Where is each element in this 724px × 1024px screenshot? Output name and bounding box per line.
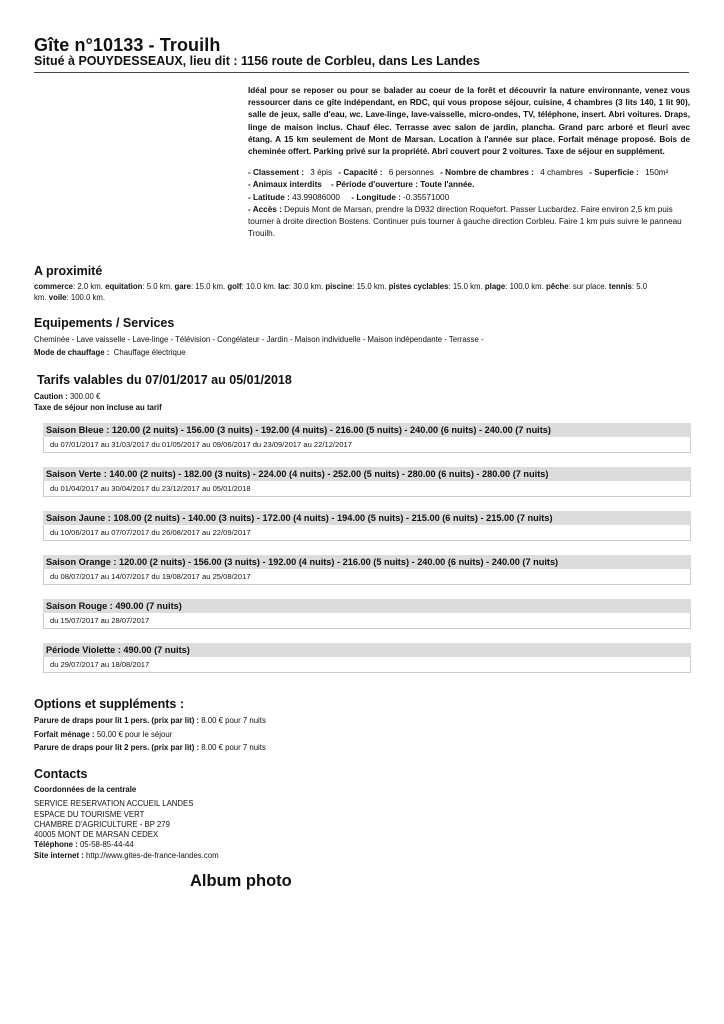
classement-label: - Classement : — [248, 168, 304, 178]
option-label: Parure de draps pour lit 1 pers. (prix par lit) : — [34, 716, 200, 725]
animaux-text: - Animaux interdits — [248, 180, 322, 190]
caution-block — [34, 391, 162, 413]
latitude-value: 43.99086000 — [292, 192, 340, 202]
website-label: Site internet : — [34, 850, 84, 860]
season-dates: du 15/07/2017 au 28/07/2017 — [43, 613, 691, 629]
chauffage-label: Mode de chauffage : — [34, 348, 110, 357]
option-unit: pour le séjour — [125, 730, 173, 739]
contact-line: SERVICE RESERVATION ACCUEIL LANDES — [34, 799, 194, 809]
season-dates: du 07/01/2017 au 31/03/2017 du 01/05/2017 au 09/06/2017 du 23/09/2017 au 22/12/2017 — [43, 437, 691, 453]
page-subtitle: Situé à POUYDESSEAUX, lieu dit : 1156 route de Corbleu, dans Les Landes — [34, 54, 480, 68]
website-line — [34, 851, 219, 861]
properties-block — [248, 167, 690, 240]
description-block — [248, 85, 690, 240]
option-row — [34, 715, 266, 726]
proximite-title: A proximité — [34, 264, 103, 278]
season-head: Saison Orange : 120.00 (2 nuits) - 156.00 (3 nuits) - 192.00 (4 nuits) - 216.00 (5 nuits) - 240.00 (6 nuits) - 240.00 (7 nuits) — [43, 555, 691, 569]
longitude-value: -0.35571000 — [403, 192, 450, 202]
acces-label: - Accès : — [248, 204, 282, 214]
option-label: Parure de draps pour lit 2 pers. (prix par lit) : — [34, 743, 200, 752]
page-title: Gîte n°10133 - Trouilh — [34, 35, 221, 55]
season-orange — [43, 555, 691, 585]
proximite-item: commerce: 2.0 km. — [34, 282, 103, 291]
contact-line: 40005 MONT DE MARSAN CEDEX — [34, 830, 159, 840]
description-text: Idéal pour se reposer ou pour se balader au coeur de la forêt et découvrir la nature environnante, venez vous ressourcer dans ce gîte indépendant, en RDC, qui vous propose séjour, cuisine, 4 chambres (3 lits 140, 1 lit 90), salle de jeux, salle d'eau, wc. Lave-linge, lave-vaisselle, micro-ondes, TV, téléphone, insert. Abri voitures. Draps, linge de maison inclus. Chauf élec. Terrasse avec salon de jardin, plancha. Grand parc arboré et fleuri avec étang. A 15 km seulement de Mont de Marsan. Location à l'année sur place. Forfait ménage proposé. Bois de cheminée offert. Parking privé sur la propriété. Abri couvert pour 2 voitures. Taxe de séjour en supplément. — [248, 86, 690, 157]
chauffage-line — [34, 347, 654, 358]
chambres-label: - Nombre de chambres : — [440, 168, 534, 178]
properties-line-1 — [248, 167, 690, 179]
option-unit: pour 7 nuits — [225, 743, 266, 752]
proximite-list — [34, 281, 654, 303]
proximite-item: pêche: sur place. — [546, 282, 607, 291]
contacts-subtitle: Coordonnées de la centrale — [34, 785, 137, 794]
proximite-item: lac: 30.0 km. — [278, 282, 324, 291]
taxe-note: Taxe de séjour non incluse au tarif — [34, 403, 162, 412]
proximite-item: plage: 100.0 km. — [484, 282, 544, 291]
properties-line-4 — [248, 204, 690, 241]
season-verte — [43, 467, 691, 497]
equipements-list: Cheminée - Lave vaisselle - Lave-linge - Télévision - Congélateur - Jardin - Maison individuelle - Maison indépendante - Terrasse - — [34, 335, 484, 344]
season-dates: du 29/07/2017 au 18/08/2017 — [43, 657, 691, 673]
proximite-item: tennis: 5.0 km. — [34, 282, 648, 302]
season-head: Saison Rouge : 490.00 (7 nuits) — [43, 599, 691, 613]
option-row — [34, 729, 172, 740]
telephone-value: 05-58-85-44-44 — [79, 840, 134, 850]
superficie-label: - Superficie : — [589, 168, 639, 178]
album-title: Album photo — [190, 872, 292, 890]
proximite-item: piscine: 15.0 km. — [325, 282, 387, 291]
chambres-value: 4 chambres — [540, 168, 583, 178]
capacite-value: 6 personnes — [388, 168, 434, 178]
season-head: Saison Jaune : 108.00 (2 nuits) - 140.00 (3 nuits) - 172.00 (4 nuits) - 194.00 (5 nuits) - 215.00 (6 nuits) - 215.00 (7 nuits) — [43, 511, 691, 525]
properties-line-3 — [248, 192, 690, 204]
contacts-block — [34, 785, 219, 861]
season-violette — [43, 643, 691, 673]
tarifs-title: Tarifs valables du 07/01/2017 au 05/01/2018 — [37, 373, 292, 387]
season-rouge — [43, 599, 691, 629]
season-dates: du 01/04/2017 au 30/04/2017 du 23/12/2017 au 05/01/2018 — [43, 481, 691, 497]
superficie-value: 150m² — [645, 168, 669, 178]
capacite-label: - Capacité : — [338, 168, 383, 178]
classement-value: 3 épis — [310, 168, 333, 178]
website-link[interactable]: http://www.gites-de-france-landes.com — [86, 850, 219, 860]
option-price: 8.00 € — [201, 716, 223, 725]
contacts-title: Contacts — [34, 767, 88, 781]
proximite-item: equitation: 5.0 km. — [105, 282, 173, 291]
option-row — [34, 742, 266, 753]
proximite-item: gare: 15.0 km. — [174, 282, 226, 291]
telephone-label: Téléphone : — [34, 840, 78, 850]
telephone-line — [34, 840, 219, 850]
properties-line-2 — [248, 179, 690, 191]
proximite-item: voile: 100.0 km. — [48, 293, 106, 302]
longitude-label: - Longitude : — [351, 192, 401, 202]
contact-line: ESPACE DU TOURISME VERT — [34, 809, 145, 819]
option-price: 50.00 € — [96, 730, 123, 739]
caution-value: 300.00 € — [69, 392, 101, 401]
season-jaune — [43, 511, 691, 541]
season-head: Période Violette : 490.00 (7 nuits) — [43, 643, 691, 657]
option-label: Forfait ménage : — [34, 730, 95, 739]
header-divider — [34, 72, 689, 73]
season-head: Saison Bleue : 120.00 (2 nuits) - 156.00 (3 nuits) - 192.00 (4 nuits) - 216.00 (5 nuits) - 240.00 (6 nuits) - 240.00 (7 nuits) — [43, 423, 691, 437]
season-dates: du 08/07/2017 au 14/07/2017 du 19/08/2017 au 25/08/2017 — [43, 569, 691, 585]
proximite-item: pistes cyclables: 15.0 km. — [388, 282, 483, 291]
periode-text: - Période d'ouverture : Toute l'année. — [330, 180, 475, 190]
season-dates: du 10/06/2017 au 07/07/2017 du 26/08/2017 au 22/09/2017 — [43, 525, 691, 541]
caution-label: Caution : — [34, 392, 68, 401]
proximite-item: golf: 10.0 km. — [227, 282, 276, 291]
acces-value: Depuis Mont de Marsan, prendre la D932 direction Roquefort. Passer Lucbardez. Faire environ 2,5 km puis tourner à droite direction Bostens. Continuer puis tourner à gauche direction Corbleu. Faire 1 km puis suivre le panneau Trouilh. — [248, 204, 682, 239]
option-unit: pour 7 nuits — [225, 716, 266, 725]
option-price: 8.00 € — [201, 743, 223, 752]
season-head: Saison Verte : 140.00 (2 nuits) - 182.00 (3 nuits) - 224.00 (4 nuits) - 252.00 (5 nuits) - 280.00 (6 nuits) - 280.00 (7 nuits) — [43, 467, 691, 481]
caution-line — [34, 391, 162, 402]
contact-line: CHAMBRE D'AGRICULTURE - BP 279 — [34, 819, 170, 829]
equipements-title: Equipements / Services — [34, 316, 175, 330]
season-bleue — [43, 423, 691, 453]
options-title: Options et suppléments : — [34, 697, 185, 711]
latitude-label: - Latitude : — [248, 192, 290, 202]
chauffage-value: Chauffage électrique — [113, 348, 186, 357]
